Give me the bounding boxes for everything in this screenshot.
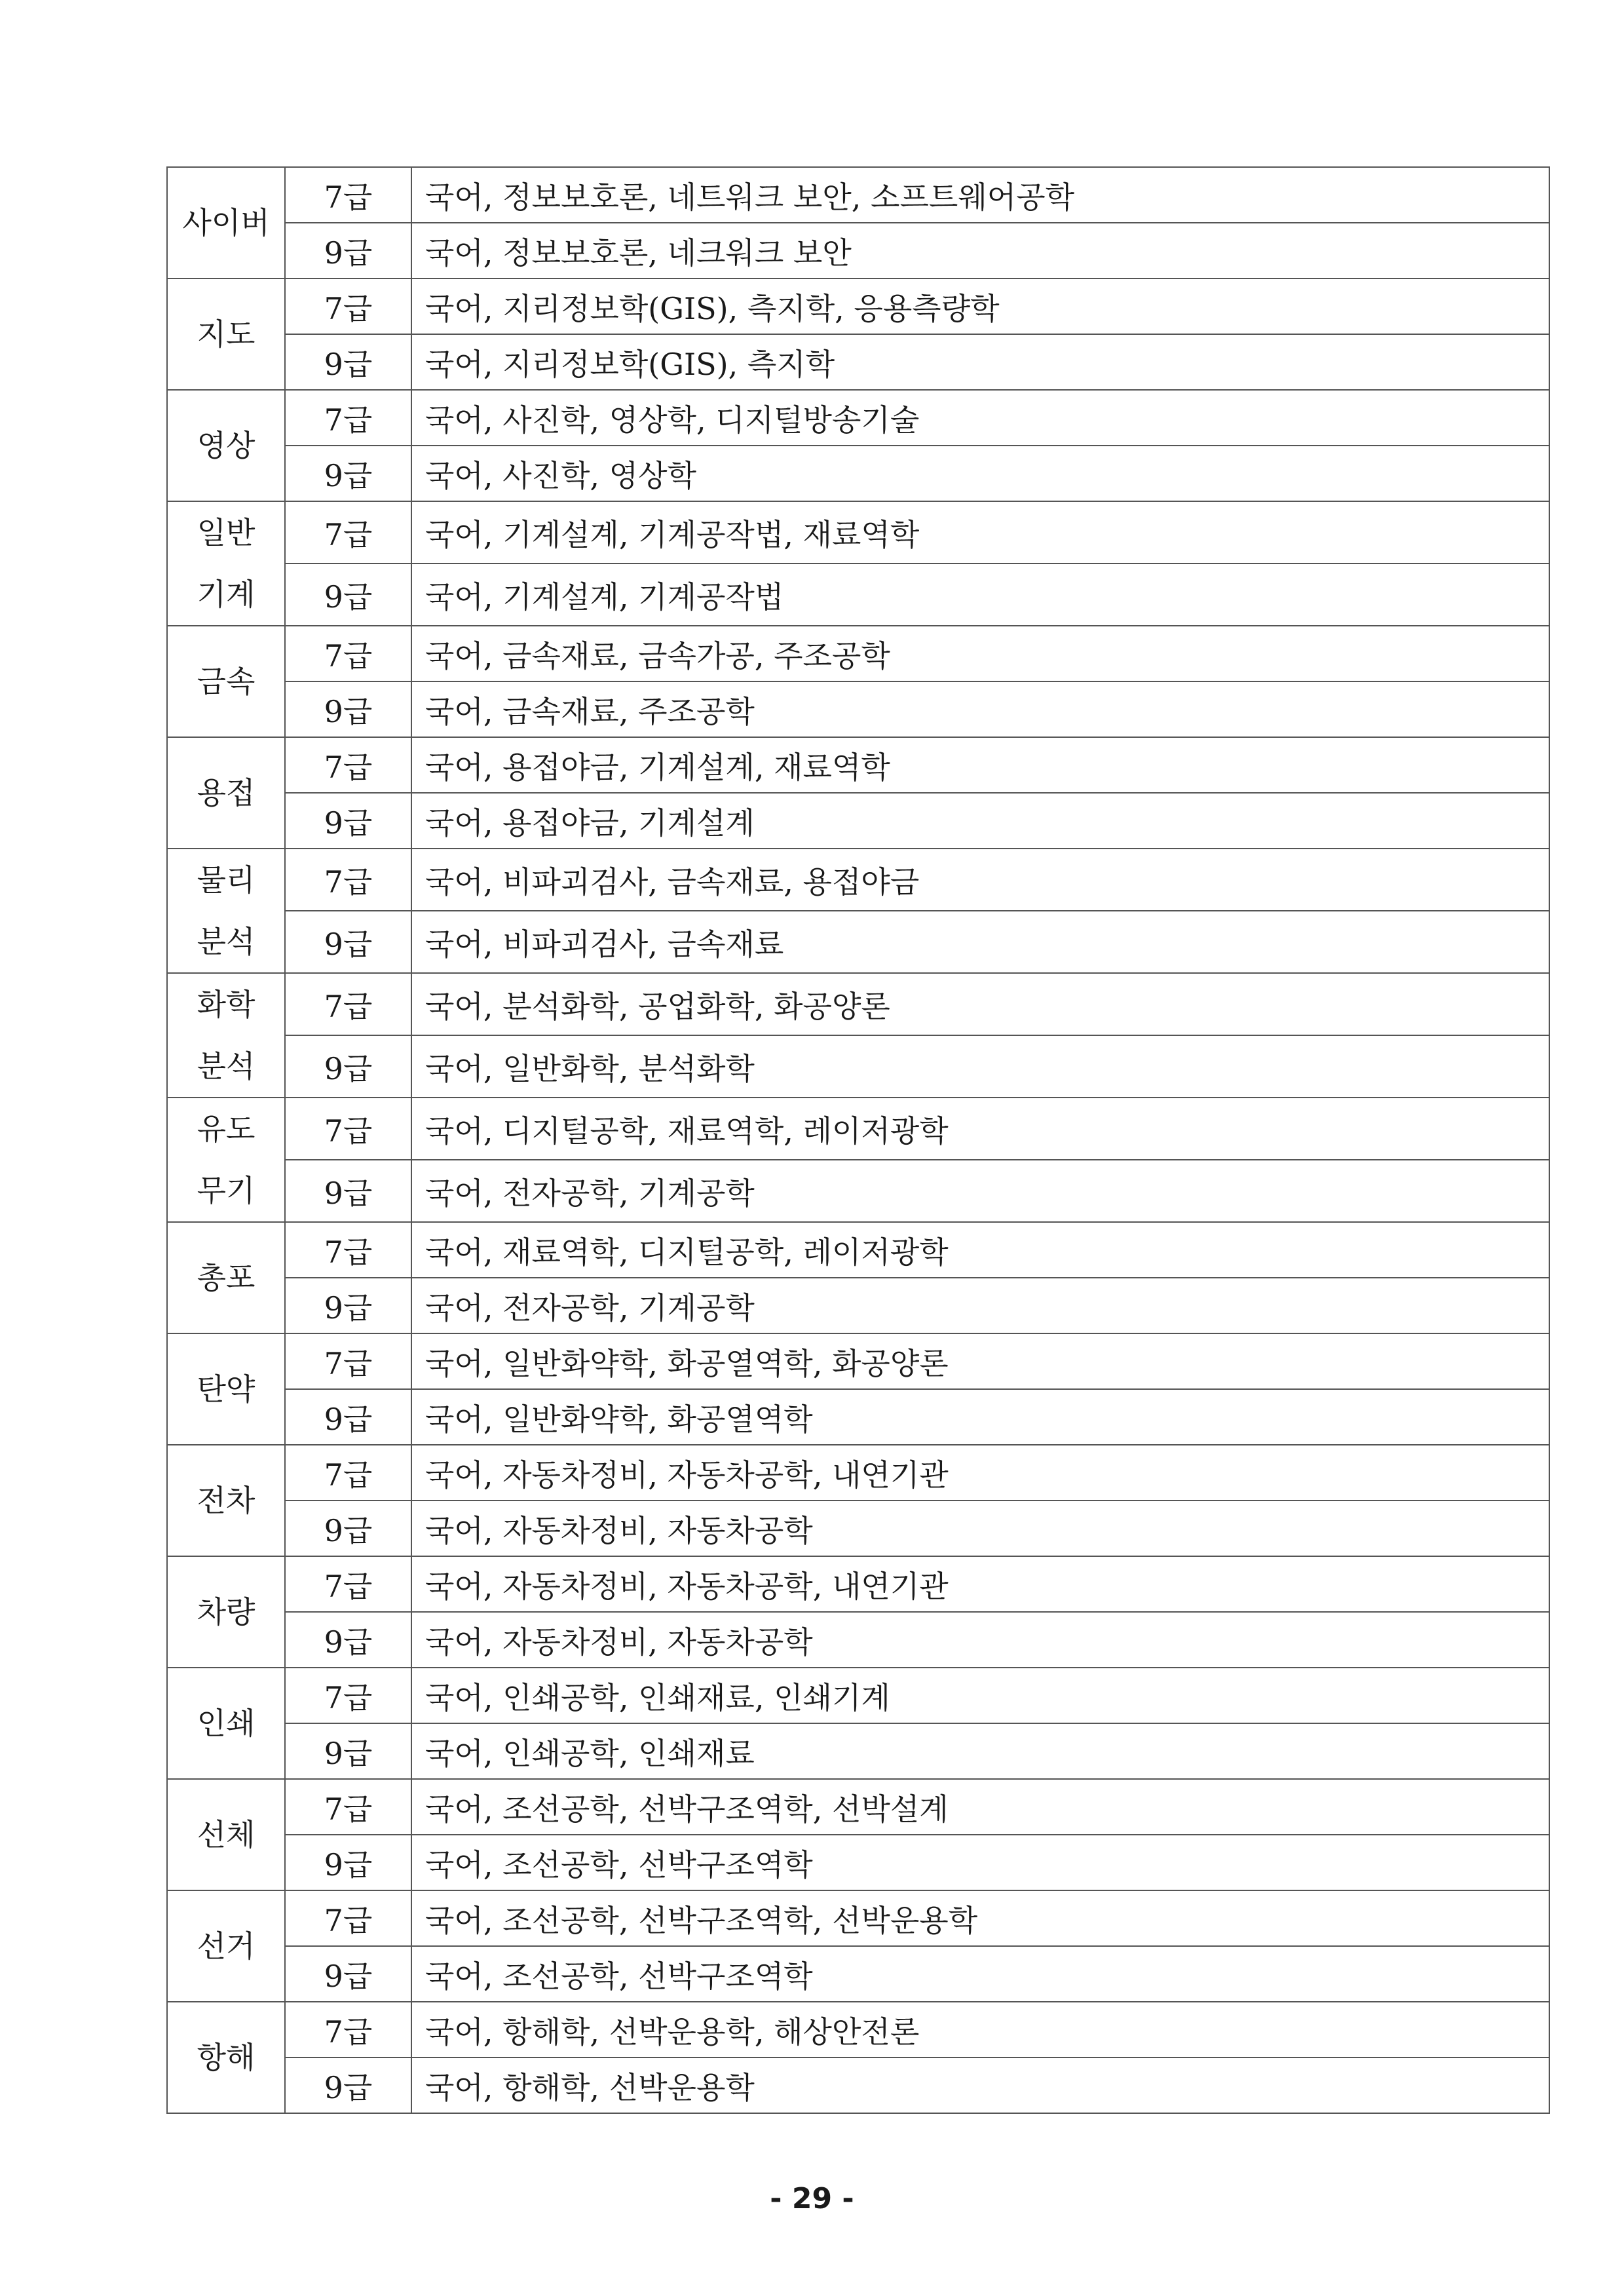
table-row <box>167 1556 1549 1612</box>
field-name-line: 사이버 <box>182 205 270 240</box>
field-name-cell <box>167 1890 285 2002</box>
subjects-cell: 국어, 비파괴검사, 금속재료 <box>411 911 1549 973</box>
field-name-cell <box>167 167 285 278</box>
table-row <box>167 1946 1549 2002</box>
field-name-line: 탄약 <box>197 1371 255 1407</box>
subjects-cell: 국어, 지리정보학(GIS), 측지학 <box>411 334 1549 390</box>
grade-cell: 7급 <box>285 737 411 793</box>
table-row <box>167 1779 1549 1835</box>
field-name-cell <box>167 973 285 1098</box>
table-row <box>167 1098 1549 1160</box>
subjects-cell: 국어, 금속재료, 금속가공, 주조공학 <box>411 626 1549 681</box>
table-row <box>167 1835 1549 1890</box>
subjects-cell: 국어, 디지털공학, 재료역학, 레이저광학 <box>411 1098 1549 1160</box>
grade-cell: 7급 <box>285 1445 411 1501</box>
field-name-line: 일반 <box>197 515 255 550</box>
subjects-cell: 국어, 분석화학, 공업화학, 화공양론 <box>411 973 1549 1035</box>
table-row <box>167 223 1549 278</box>
grade-cell: 7급 <box>285 1556 411 1612</box>
table-row <box>167 626 1549 681</box>
field-name-cell <box>167 1098 285 1222</box>
field-name-line: 전차 <box>197 1483 255 1518</box>
subjects-cell: 국어, 금속재료, 주조공학 <box>411 681 1549 737</box>
table-row <box>167 1890 1549 1946</box>
grade-cell: 9급 <box>285 793 411 849</box>
table-row <box>167 1723 1549 1779</box>
grade-cell: 7급 <box>285 1333 411 1389</box>
field-name-line: 항해 <box>197 2040 255 2075</box>
table-row <box>167 1333 1549 1389</box>
grade-cell: 7급 <box>285 973 411 1035</box>
subjects-cell: 국어, 용접야금, 기계설계 <box>411 793 1549 849</box>
grade-cell: 9급 <box>285 1723 411 1779</box>
grade-cell: 9급 <box>285 564 411 626</box>
table-row <box>167 911 1549 973</box>
field-name-cell <box>167 390 285 501</box>
grade-cell: 7급 <box>285 849 411 911</box>
field-name-line: 선거 <box>197 1928 255 1964</box>
table-row <box>167 2002 1549 2057</box>
field-name-cell <box>167 1556 285 1668</box>
field-name-line: 지도 <box>197 316 255 352</box>
table-row <box>167 681 1549 737</box>
subjects-cell: 국어, 자동차정비, 자동차공학 <box>411 1501 1549 1556</box>
subjects-cell: 국어, 항해학, 선박운용학, 해상안전론 <box>411 2002 1549 2057</box>
subjects-cell: 국어, 자동차정비, 자동차공학, 내연기관 <box>411 1445 1549 1501</box>
field-name-line: 무기 <box>197 1173 255 1208</box>
grade-cell: 9급 <box>285 911 411 973</box>
grade-cell: 9급 <box>285 1946 411 2002</box>
grade-cell: 9급 <box>285 223 411 278</box>
field-name-line: 기계 <box>197 577 255 612</box>
field-name-line: 용접 <box>197 775 255 811</box>
field-name-line: 분석 <box>197 1048 255 1084</box>
subjects-cell: 국어, 전자공학, 기계공학 <box>411 1278 1549 1333</box>
field-name-line: 차량 <box>197 1594 255 1630</box>
exam-subjects-table <box>166 166 1550 2114</box>
table-row <box>167 1501 1549 1556</box>
field-name-line: 인쇄 <box>197 1706 255 1741</box>
field-name-cell <box>167 1222 285 1333</box>
field-name-cell <box>167 1779 285 1890</box>
grade-cell: 9급 <box>285 1160 411 1222</box>
table-row <box>167 1222 1549 1278</box>
table-row <box>167 334 1549 390</box>
field-name-line: 분석 <box>197 924 255 959</box>
table-row <box>167 501 1549 564</box>
subjects-cell: 국어, 용접야금, 기계설계, 재료역학 <box>411 737 1549 793</box>
grade-cell: 7급 <box>285 2002 411 2057</box>
subjects-cell: 국어, 일반화약학, 화공열역학 <box>411 1389 1549 1445</box>
table-row <box>167 390 1549 446</box>
page-number: - 29 - <box>770 2182 854 2215</box>
grade-cell: 7급 <box>285 390 411 446</box>
subjects-cell: 국어, 조선공학, 선박구조역학, 선박설계 <box>411 1779 1549 1835</box>
table-row <box>167 1612 1549 1668</box>
field-name-cell <box>167 1445 285 1556</box>
field-name-cell <box>167 2002 285 2113</box>
field-name-line: 유도 <box>197 1111 255 1147</box>
grade-cell: 9급 <box>285 1835 411 1890</box>
table-row <box>167 1668 1549 1723</box>
subjects-cell: 국어, 정보보호론, 네크워크 보안 <box>411 223 1549 278</box>
field-name-line: 총포 <box>197 1260 255 1295</box>
table-row <box>167 167 1549 223</box>
grade-cell: 9급 <box>285 446 411 501</box>
table-row <box>167 1389 1549 1445</box>
subjects-cell: 국어, 정보보호론, 네트워크 보안, 소프트웨어공학 <box>411 167 1549 223</box>
table-row <box>167 1445 1549 1501</box>
field-name-line: 영상 <box>197 428 255 463</box>
field-name-line: 선체 <box>197 1817 255 1852</box>
grade-cell: 9급 <box>285 1501 411 1556</box>
field-name-cell <box>167 737 285 849</box>
table-row <box>167 1035 1549 1098</box>
grade-cell: 9급 <box>285 2057 411 2113</box>
table-row <box>167 1160 1549 1222</box>
field-name-cell <box>167 278 285 390</box>
subjects-cell: 국어, 지리정보학(GIS), 측지학, 응용측량학 <box>411 278 1549 334</box>
subjects-cell: 국어, 조선공학, 선박구조역학 <box>411 1946 1549 2002</box>
field-name-cell <box>167 626 285 737</box>
field-name-line: 물리 <box>197 862 255 898</box>
subjects-cell: 국어, 기계설계, 기계공작법 <box>411 564 1549 626</box>
field-name-cell <box>167 849 285 973</box>
grade-cell: 9급 <box>285 1278 411 1333</box>
table-row <box>167 446 1549 501</box>
table-row <box>167 793 1549 849</box>
table-row <box>167 849 1549 911</box>
table-row <box>167 564 1549 626</box>
table-row <box>167 2057 1549 2113</box>
grade-cell: 9급 <box>285 1612 411 1668</box>
subjects-cell: 국어, 자동차정비, 자동차공학 <box>411 1612 1549 1668</box>
subjects-cell: 국어, 사진학, 영상학, 디지털방송기술 <box>411 390 1549 446</box>
grade-cell: 7급 <box>285 1779 411 1835</box>
field-name-cell <box>167 501 285 626</box>
grade-cell: 9급 <box>285 1035 411 1098</box>
subjects-cell: 국어, 재료역학, 디지털공학, 레이저광학 <box>411 1222 1549 1278</box>
subjects-cell: 국어, 인쇄공학, 인쇄재료, 인쇄기계 <box>411 1668 1549 1723</box>
grade-cell: 7급 <box>285 626 411 681</box>
grade-cell: 7급 <box>285 1890 411 1946</box>
grade-cell: 7급 <box>285 1668 411 1723</box>
table-body <box>167 167 1549 2113</box>
field-name-line: 금속 <box>197 664 255 699</box>
subjects-cell: 국어, 조선공학, 선박구조역학, 선박운용학 <box>411 1890 1549 1946</box>
field-name-cell <box>167 1668 285 1779</box>
table-row <box>167 737 1549 793</box>
grade-cell: 7급 <box>285 1098 411 1160</box>
grade-cell: 9급 <box>285 681 411 737</box>
field-name-cell <box>167 1333 285 1445</box>
grade-cell: 9급 <box>285 1389 411 1445</box>
subjects-cell: 국어, 일반화약학, 화공열역학, 화공양론 <box>411 1333 1549 1389</box>
subjects-cell: 국어, 비파괴검사, 금속재료, 용접야금 <box>411 849 1549 911</box>
subjects-cell: 국어, 일반화학, 분석화학 <box>411 1035 1549 1098</box>
grade-cell: 7급 <box>285 167 411 223</box>
table-row <box>167 278 1549 334</box>
grade-cell: 7급 <box>285 278 411 334</box>
table-row <box>167 1278 1549 1333</box>
grade-cell: 7급 <box>285 501 411 564</box>
table-row <box>167 973 1549 1035</box>
subjects-cell: 국어, 사진학, 영상학 <box>411 446 1549 501</box>
subjects-cell: 국어, 조선공학, 선박구조역학 <box>411 1835 1549 1890</box>
grade-cell: 7급 <box>285 1222 411 1278</box>
subjects-cell: 국어, 자동차정비, 자동차공학, 내연기관 <box>411 1556 1549 1612</box>
subjects-cell: 국어, 전자공학, 기계공학 <box>411 1160 1549 1222</box>
field-name-line: 화학 <box>197 987 255 1022</box>
subjects-cell: 국어, 항해학, 선박운용학 <box>411 2057 1549 2113</box>
subjects-cell: 국어, 인쇄공학, 인쇄재료 <box>411 1723 1549 1779</box>
subjects-cell: 국어, 기계설계, 기계공작법, 재료역학 <box>411 501 1549 564</box>
grade-cell: 9급 <box>285 334 411 390</box>
